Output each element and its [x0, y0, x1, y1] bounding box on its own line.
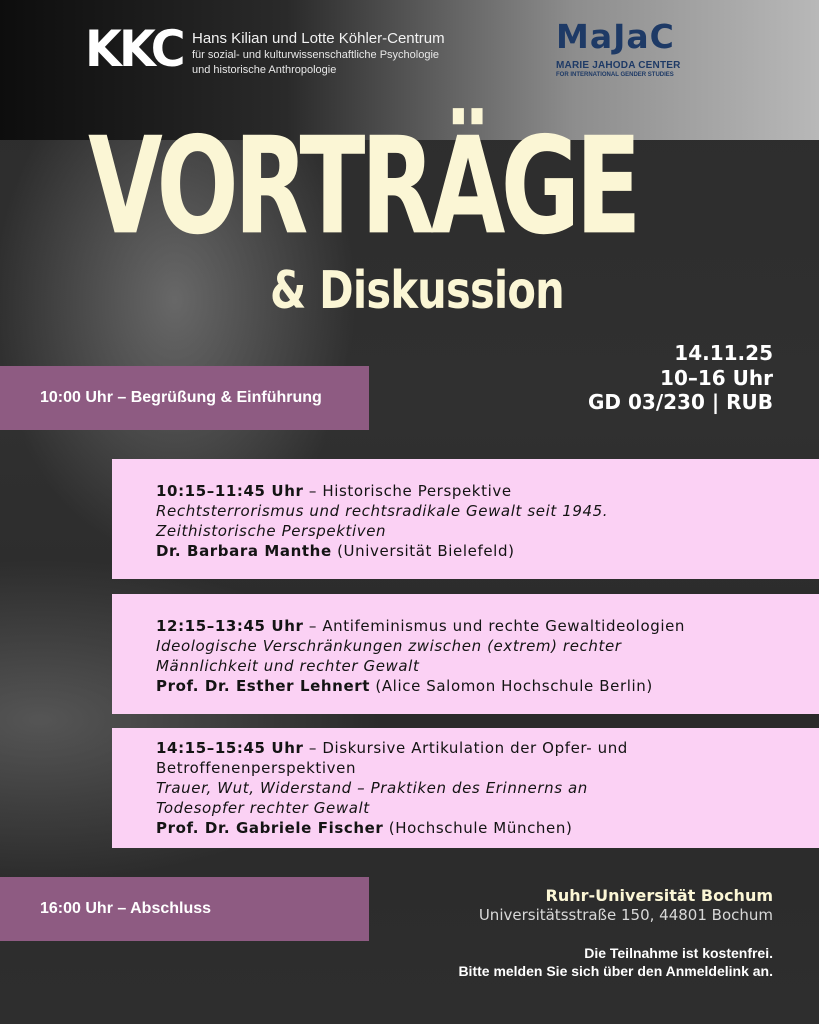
- session-time: 12:15–13:45 Uhr: [156, 617, 304, 635]
- welcome-bar: [0, 366, 369, 430]
- speaker-name: Prof. Dr. Gabriele Fischer: [156, 819, 384, 837]
- session-card: [112, 459, 819, 579]
- talk-title-line: Todesopfer rechter Gewalt: [156, 799, 370, 817]
- majac-name: MARIE JAHODA CENTER: [556, 60, 681, 71]
- talk-title-line: Zeithistorische Perspektiven: [156, 522, 387, 540]
- registration-note: Bitte melden Sie sich über den Anmeldelink an.: [458, 963, 773, 979]
- majac-tagline: FOR INTERNATIONAL GENDER STUDIES: [556, 72, 674, 78]
- closing-bar: [0, 877, 369, 941]
- event-room: GD 03/230 | RUB: [588, 390, 773, 414]
- session-time: 14:15–15:45 Uhr: [156, 739, 304, 757]
- session-topic: – Historische Perspektive: [303, 482, 512, 500]
- talk-title-line: Ideologische Verschränkungen zwischen (extrem) rechter: [156, 637, 622, 655]
- free-admission-note: Die Teilnahme ist kostenfrei.: [584, 945, 773, 961]
- session-card: [112, 728, 819, 848]
- speaker-name: Dr. Barbara Manthe: [156, 542, 332, 560]
- session-card: [112, 594, 819, 714]
- majac-logo: MaJaC: [556, 17, 675, 56]
- venue-address: Universitätsstraße 150, 44801 Bochum: [478, 906, 773, 924]
- talk-title-line: Trauer, Wut, Widerstand – Praktiken des Erinnerns an: [156, 779, 588, 797]
- kkc-name: Hans Kilian und Lotte Köhler-Centrum: [192, 30, 445, 47]
- welcome-label: 10:00 Uhr – Begrüßung & Einführung: [40, 389, 322, 406]
- session-heading: [156, 616, 799, 636]
- session-speaker: [156, 818, 799, 838]
- session-heading: [156, 481, 799, 501]
- kkc-logo: KKC: [85, 20, 183, 78]
- session-speaker: [156, 541, 799, 561]
- event-time: 10–16 Uhr: [660, 366, 773, 390]
- venue-name: Ruhr-Universität Bochum: [545, 886, 773, 905]
- session-time: 10:15–11:45 Uhr: [156, 482, 304, 500]
- speaker-name: Prof. Dr. Esther Lehnert: [156, 677, 370, 695]
- kkc-subtitle-line-2: und historische Anthropologie: [192, 64, 337, 76]
- session-topic-line-2: Betroffenenperspektiven: [156, 759, 357, 777]
- kkc-subtitle-line-1: für sozial- und kulturwissenschaftliche Psychologie: [192, 49, 440, 61]
- closing-label: 16:00 Uhr – Abschluss: [40, 900, 212, 917]
- poster-title: VORTRÄGE: [88, 109, 637, 265]
- talk-title-line: Männlichkeit und rechter Gewalt: [156, 657, 420, 675]
- session-speaker: [156, 676, 799, 696]
- poster-subtitle: & Diskussion: [270, 261, 564, 321]
- event-date: 14.11.25: [674, 341, 773, 365]
- speaker-affiliation: (Universität Bielefeld): [331, 542, 515, 560]
- session-topic: – Diskursive Artikulation der Opfer- und: [303, 739, 628, 757]
- session-topic: – Antifeminismus und rechte Gewaltideologien: [303, 617, 686, 635]
- speaker-affiliation: (Alice Salomon Hochschule Berlin): [370, 677, 653, 695]
- speaker-affiliation: (Hochschule München): [383, 819, 573, 837]
- talk-title-line: Rechtsterrorismus und rechtsradikale Gewalt seit 1945.: [156, 502, 609, 520]
- session-heading: [156, 738, 799, 758]
